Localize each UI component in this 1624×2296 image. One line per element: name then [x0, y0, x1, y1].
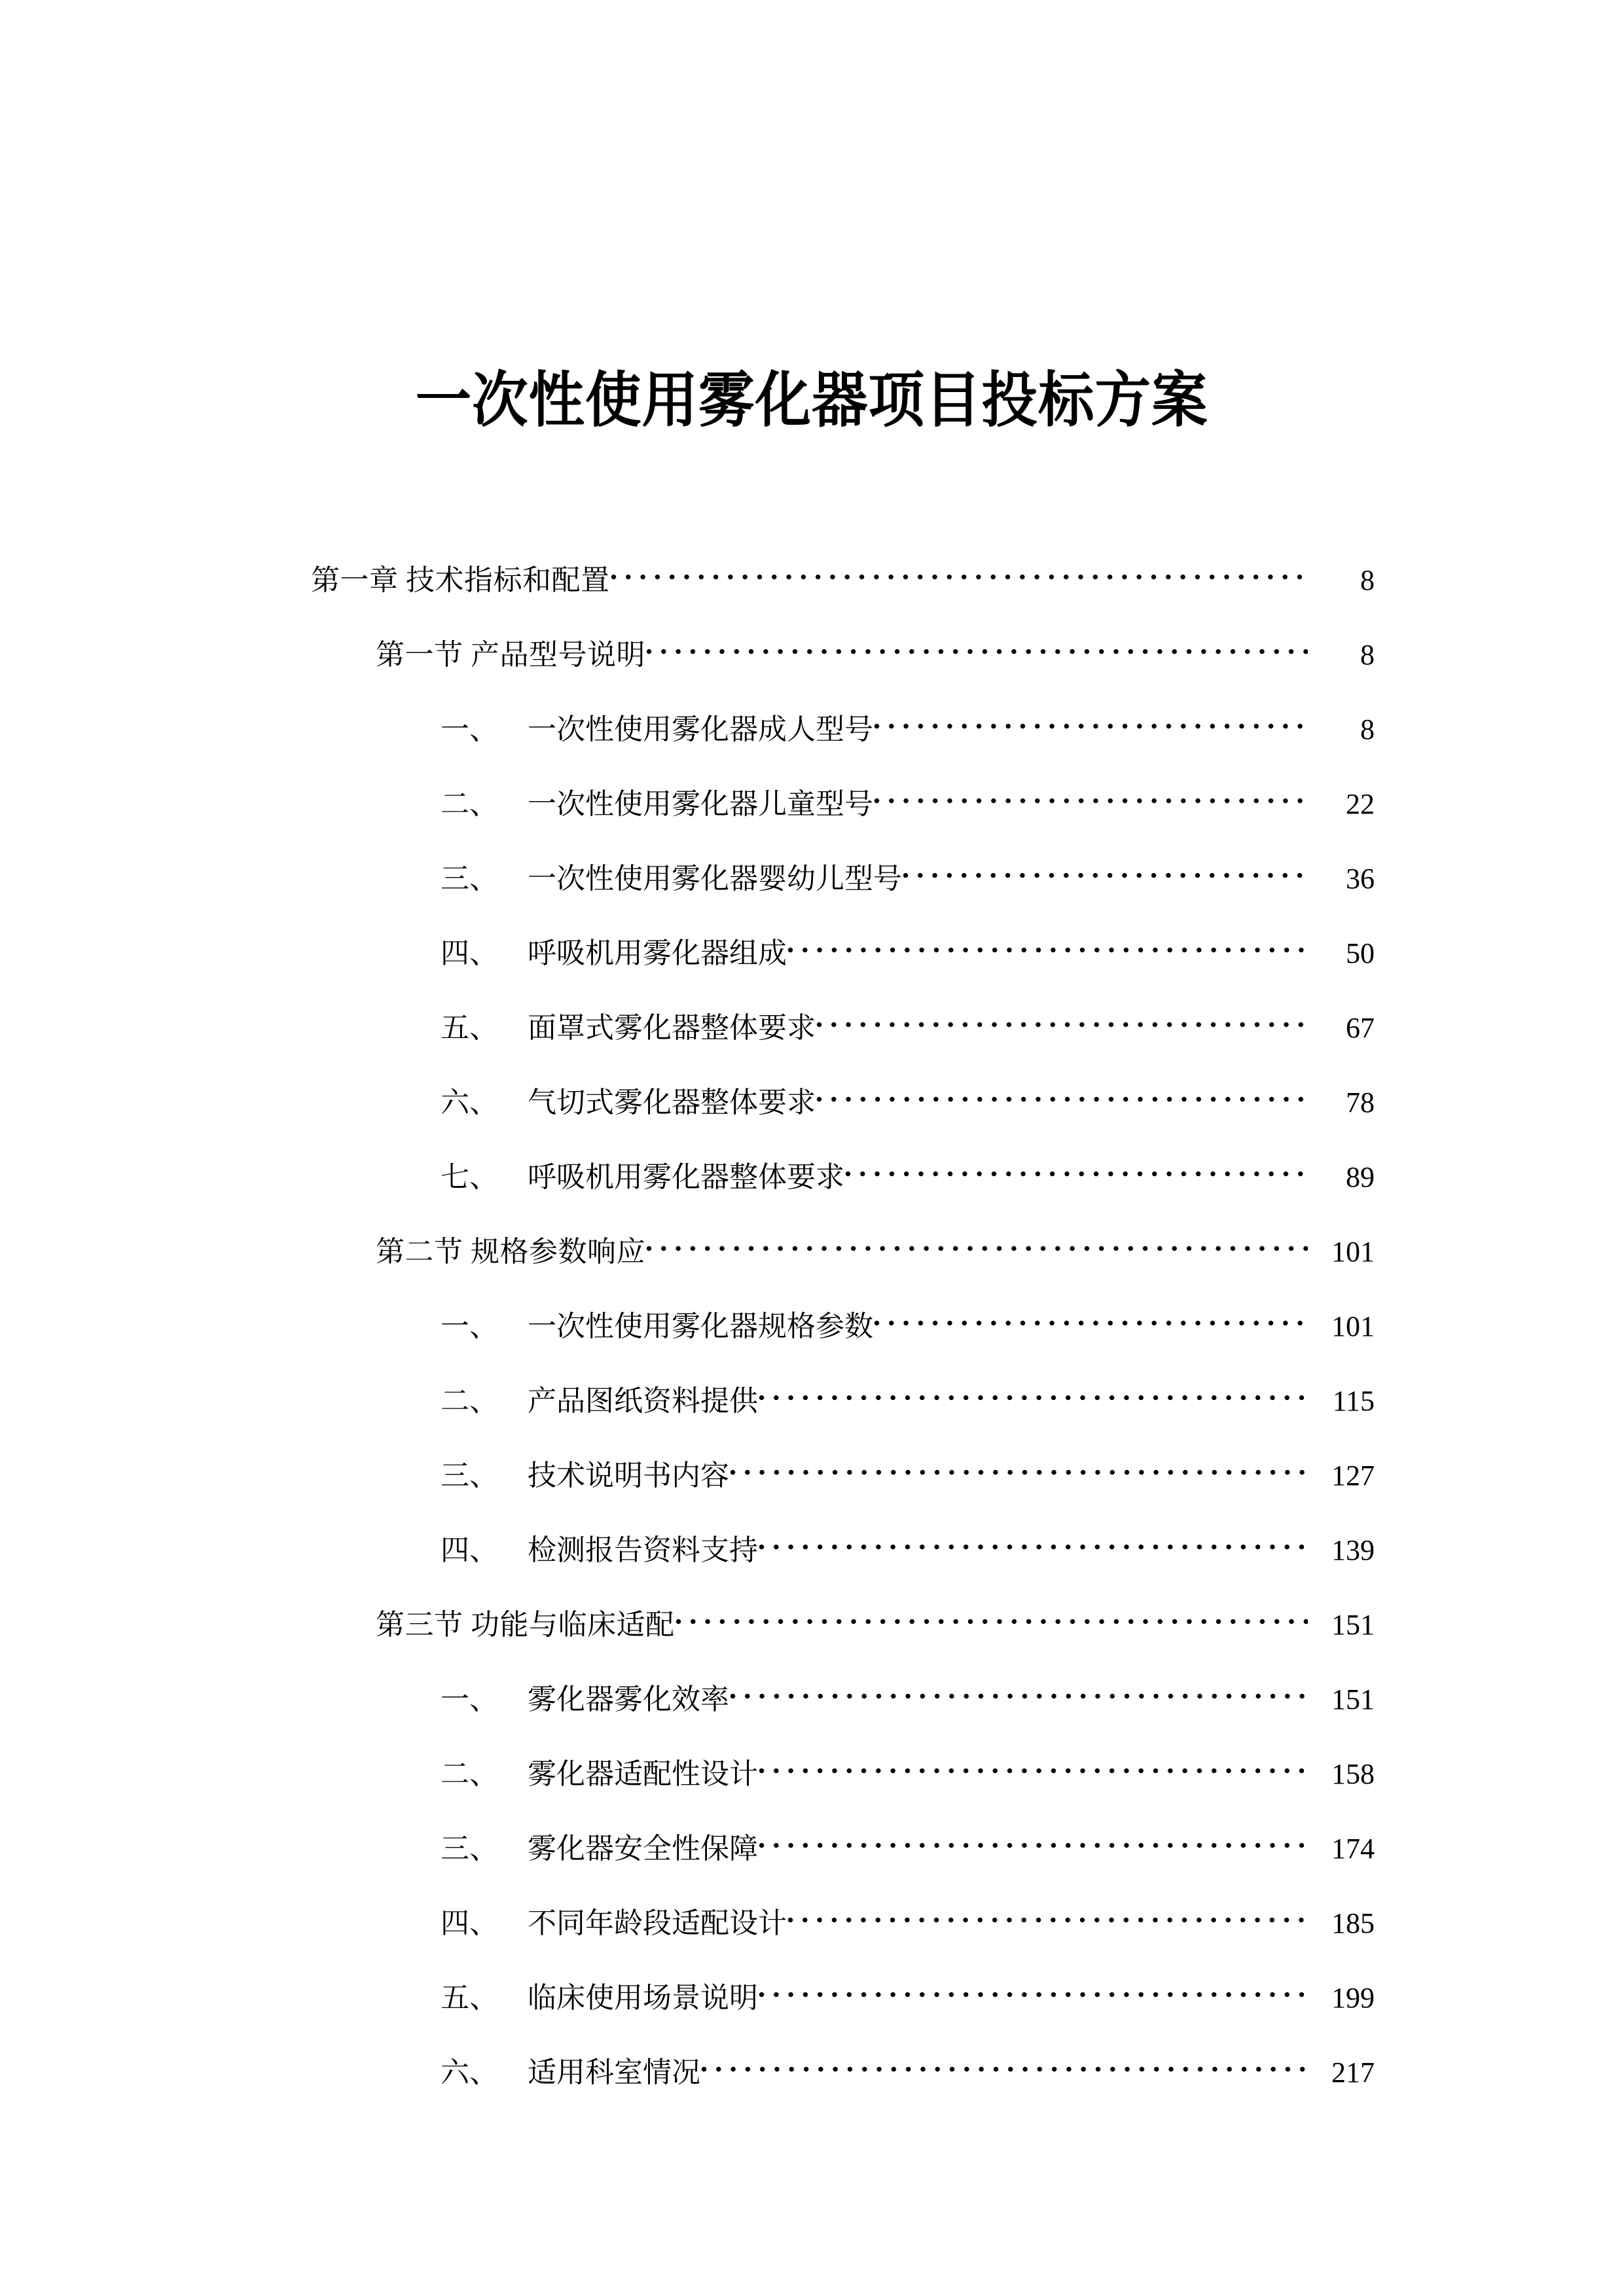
toc-page-number: 151 — [1331, 1609, 1375, 1641]
toc-page-number: 8 — [1360, 564, 1375, 596]
toc-dot-leader — [816, 1075, 1308, 1112]
toc-page-number: 8 — [1360, 639, 1375, 671]
toc-page-number: 158 — [1331, 1758, 1375, 1790]
toc-entry-label — [441, 935, 787, 972]
toc-entry[interactable] — [0, 1672, 1624, 1718]
toc-entry-number: 六、 — [441, 2056, 498, 2089]
toc-page-number: 101 — [1331, 1310, 1375, 1342]
toc-entry-text: 一次性使用雾化器婴幼儿型号 — [528, 863, 902, 895]
toc-entry[interactable] — [0, 926, 1624, 972]
toc-entry-number: 一、 — [441, 1310, 498, 1342]
toc-entry-number: 三、 — [441, 863, 498, 895]
toc-entry-label — [441, 1010, 816, 1047]
toc-entry-number: 二、 — [441, 1385, 498, 1417]
toc-entry[interactable] — [0, 1598, 1624, 1643]
toc-dot-leader — [874, 777, 1308, 814]
toc-entry-text: 适用科室情况 — [528, 2056, 700, 2089]
toc-page-number: 89 — [1346, 1161, 1375, 1193]
toc-entry-text: 呼吸机用雾化器整体要求 — [528, 1161, 844, 1193]
toc-dot-leader — [787, 1896, 1308, 1933]
toc-dot-leader — [759, 1747, 1308, 1784]
toc-entry[interactable] — [0, 1971, 1624, 2017]
toc-page-number: 8 — [1360, 713, 1375, 745]
toc-entry-text: 呼吸机用雾化器组成 — [528, 937, 787, 969]
toc-entry-number: 一、 — [441, 713, 498, 745]
toc-page-number: 127 — [1331, 1460, 1375, 1492]
toc-entry[interactable] — [0, 1075, 1624, 1121]
toc-entry-text: 第一节 产品型号说明 — [376, 639, 645, 671]
toc-entry[interactable] — [0, 1523, 1624, 1569]
toc-entry[interactable] — [0, 1299, 1624, 1345]
document-title-container — [0, 326, 1624, 474]
toc-entry-number: 五、 — [441, 1012, 498, 1044]
toc-entry-text: 产品图纸资料提供 — [528, 1385, 758, 1417]
toc-entry-text: 雾化器安全性保障 — [528, 1833, 758, 1865]
toc-entry-text: 雾化器适配性设计 — [528, 1758, 758, 1790]
table-of-contents — [0, 553, 1624, 2120]
toc-entry-text: 面罩式雾化器整体要求 — [528, 1012, 816, 1044]
toc-entry-label — [376, 1607, 675, 1643]
toc-entry-label — [441, 1831, 758, 1867]
toc-entry-number: 五、 — [441, 1982, 498, 2014]
toc-entry-label — [441, 711, 873, 748]
toc-dot-leader — [759, 1971, 1308, 2007]
toc-entry-text: 临床使用场景说明 — [528, 1982, 758, 2014]
toc-entry[interactable] — [0, 553, 1624, 599]
toc-dot-leader — [730, 1672, 1308, 1709]
toc-dot-leader — [787, 926, 1308, 963]
toc-entry[interactable] — [0, 1747, 1624, 1793]
toc-entry-label — [441, 1532, 758, 1569]
toc-entry-text: 技术说明书内容 — [528, 1460, 729, 1492]
toc-entry[interactable] — [0, 702, 1624, 748]
toc-entry-number: 三、 — [441, 1833, 498, 1865]
toc-entry-number: 三、 — [441, 1460, 498, 1492]
toc-entry-text: 不同年龄段适配设计 — [528, 1907, 787, 1939]
toc-page-number: 151 — [1331, 1683, 1375, 1715]
toc-dot-leader — [646, 628, 1308, 664]
toc-entry-label — [441, 1681, 729, 1718]
toc-entry-number: 四、 — [441, 1534, 498, 1566]
toc-entry[interactable] — [0, 2045, 1624, 2091]
toc-entry-label — [441, 1905, 787, 1942]
toc-entry[interactable] — [0, 1001, 1624, 1047]
toc-entry-label — [441, 1308, 873, 1345]
toc-entry-text: 第二节 规格参数响应 — [376, 1236, 645, 1268]
toc-dot-leader — [759, 1523, 1308, 1560]
toc-page-number: 36 — [1346, 863, 1375, 895]
toc-page-number: 139 — [1331, 1534, 1375, 1566]
toc-page-number: 67 — [1346, 1012, 1375, 1044]
toc-entry-label — [441, 861, 902, 897]
toc-entry-number: 七、 — [441, 1161, 498, 1193]
toc-entry-label — [441, 786, 873, 823]
toc-dot-leader — [611, 553, 1308, 590]
page-title: 一次性使用雾化器项目投标方案 — [416, 365, 1208, 435]
toc-page-number: 22 — [1346, 788, 1375, 820]
toc-entry[interactable] — [0, 1896, 1624, 1942]
toc-page-number: 78 — [1346, 1086, 1375, 1119]
toc-page-number: 50 — [1346, 937, 1375, 969]
toc-dot-leader — [730, 1448, 1308, 1485]
toc-entry-label — [441, 1085, 816, 1121]
toc-page-number: 174 — [1331, 1833, 1375, 1865]
toc-entry-label — [311, 562, 610, 599]
toc-entry[interactable] — [0, 1225, 1624, 1270]
toc-dot-leader — [676, 1598, 1308, 1634]
toc-entry-label — [441, 1383, 758, 1420]
toc-entry-label — [441, 1458, 729, 1494]
toc-entry-number: 四、 — [441, 1907, 498, 1939]
toc-entry-number: 四、 — [441, 937, 498, 969]
toc-entry[interactable] — [0, 1150, 1624, 1196]
toc-entry-label — [376, 1234, 645, 1270]
toc-entry[interactable] — [0, 852, 1624, 897]
toc-page-number: 217 — [1331, 2056, 1375, 2089]
toc-entry-text: 第一章 技术指标和配置 — [311, 564, 610, 596]
toc-dot-leader — [845, 1150, 1308, 1187]
toc-entry-text: 一次性使用雾化器儿童型号 — [528, 788, 873, 820]
toc-entry-label — [441, 1756, 758, 1793]
toc-entry-number: 二、 — [441, 788, 498, 820]
toc-dot-leader — [759, 1374, 1308, 1410]
toc-dot-leader — [816, 1001, 1308, 1037]
toc-entry[interactable] — [0, 1374, 1624, 1420]
toc-entry-text: 雾化器雾化效率 — [528, 1683, 729, 1715]
toc-entry-label — [441, 1980, 758, 2017]
toc-entry-number: 六、 — [441, 1086, 498, 1119]
toc-entry-label — [441, 1159, 844, 1196]
toc-entry-number: 二、 — [441, 1758, 498, 1790]
toc-dot-leader — [646, 1225, 1308, 1261]
toc-entry-label — [376, 637, 645, 673]
toc-entry-text: 一次性使用雾化器规格参数 — [528, 1310, 873, 1342]
toc-dot-leader — [874, 702, 1308, 739]
toc-entry-text: 检测报告资料支持 — [528, 1534, 758, 1566]
toc-page-number: 101 — [1331, 1236, 1375, 1268]
toc-entry[interactable] — [0, 1448, 1624, 1494]
toc-entry-label — [441, 2054, 700, 2091]
toc-entry-text: 气切式雾化器整体要求 — [528, 1086, 816, 1119]
toc-entry[interactable] — [0, 777, 1624, 823]
toc-entry-number: 一、 — [441, 1683, 498, 1715]
toc-dot-leader — [701, 2045, 1308, 2082]
toc-entry[interactable] — [0, 628, 1624, 673]
toc-dot-leader — [874, 1299, 1308, 1336]
toc-page-number: 115 — [1332, 1385, 1375, 1417]
toc-dot-leader — [903, 852, 1308, 888]
toc-entry-text: 一次性使用雾化器成人型号 — [528, 713, 873, 745]
toc-dot-leader — [759, 1821, 1308, 1858]
toc-page-number: 199 — [1331, 1982, 1375, 2014]
toc-entry[interactable] — [0, 1821, 1624, 1867]
toc-page-number: 185 — [1331, 1907, 1375, 1939]
toc-entry-text: 第三节 功能与临床适配 — [376, 1609, 675, 1641]
